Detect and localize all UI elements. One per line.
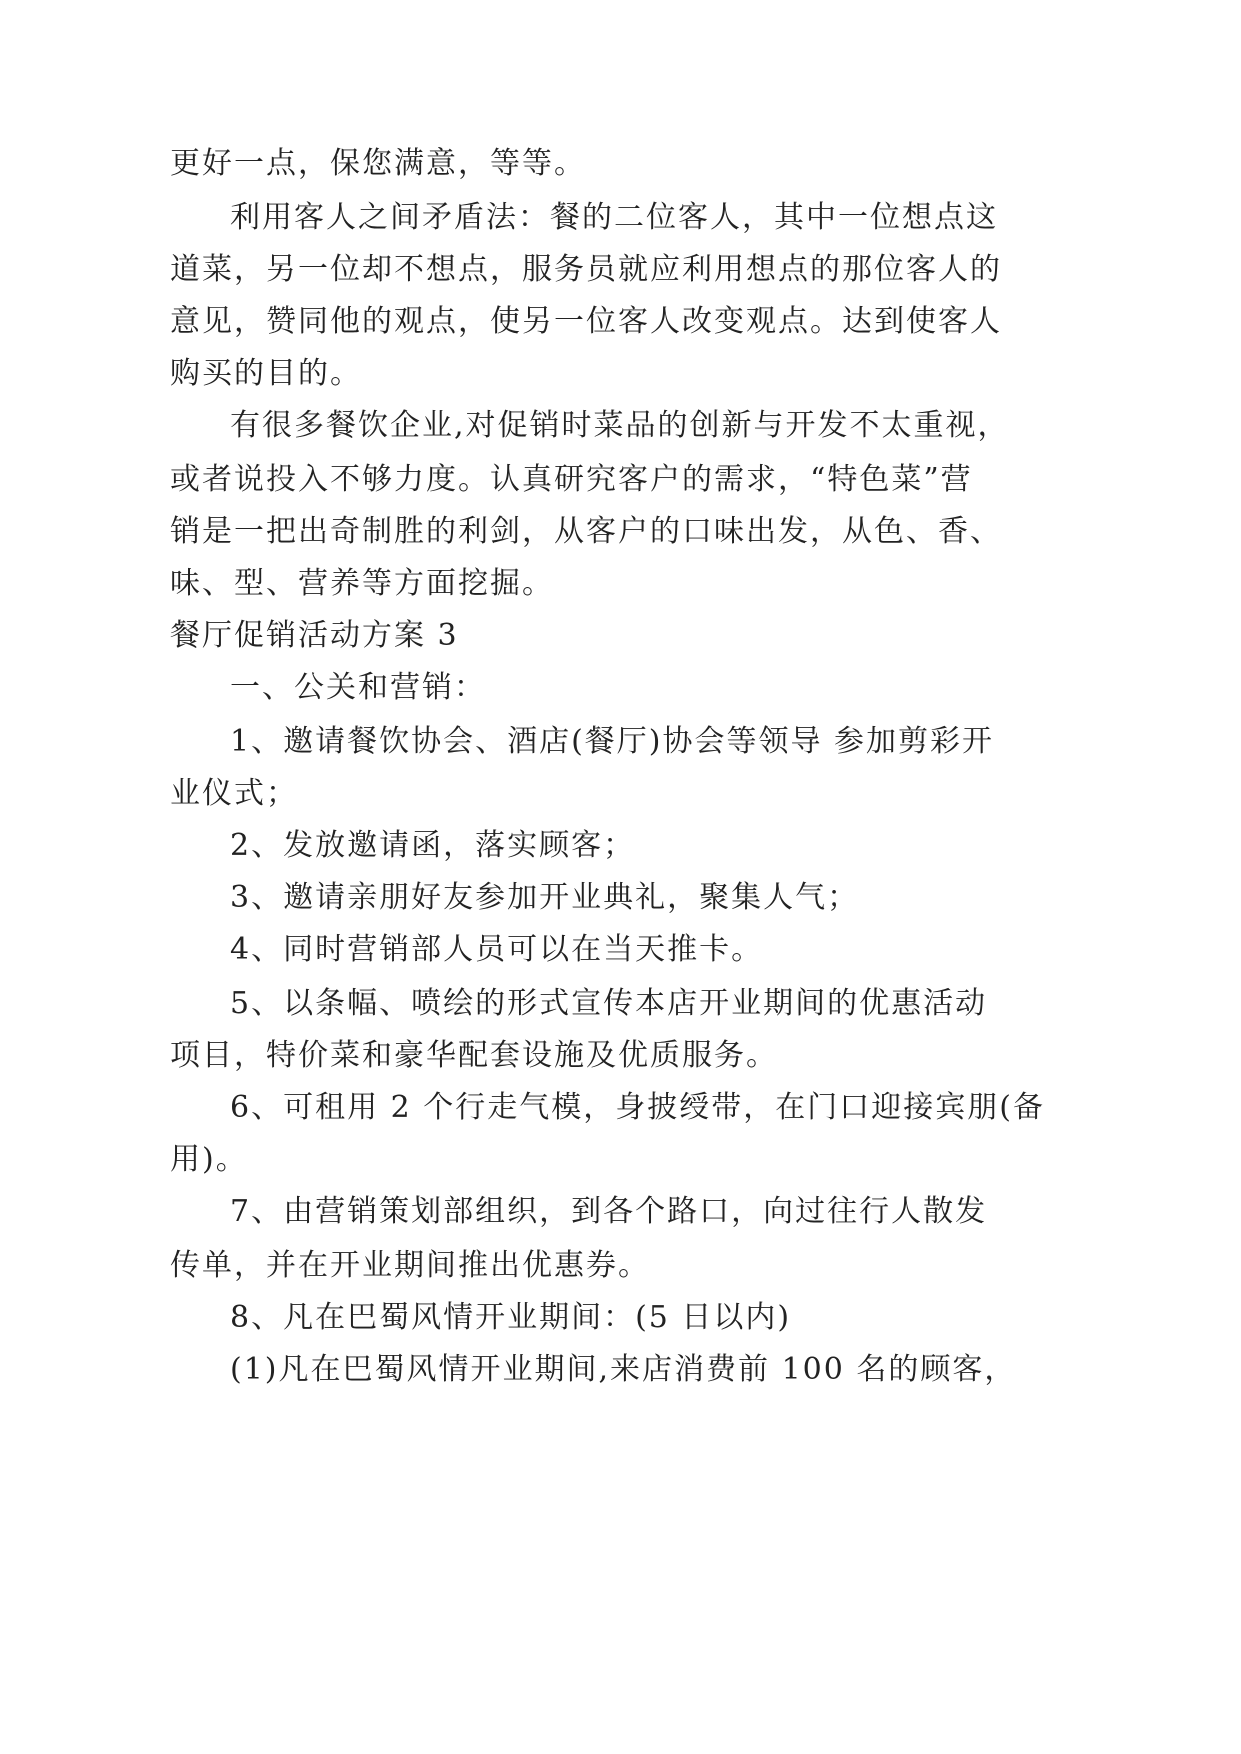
text-line: 购买的目的。 (170, 356, 362, 391)
text-line: 味、型、营养等方面挖掘。 (170, 566, 554, 601)
text-line: 项目，特价菜和豪华配套设施及优质服务。 (170, 1038, 778, 1073)
text-line: 1、邀请餐饮协会、酒店(餐厅)协会等领导 参加剪彩开 (230, 724, 995, 759)
text-line: 利用客人之间矛盾法：餐的二位客人，其中一位想点这 (230, 200, 998, 235)
text-line: 一、公关和营销： (230, 670, 486, 705)
text-line: 更好一点，保您满意，等等。 (170, 146, 586, 181)
text-line: 道菜，另一位却不想点，服务员就应利用想点的那位客人的 (170, 252, 1002, 287)
text-line: 意见，赞同他的观点，使另一位客人改变观点。达到使客人 (170, 304, 1002, 339)
text-line: 传单，并在开业期间推出优惠券。 (170, 1248, 650, 1283)
text-line: (1)凡在巴蜀风情开业期间,来店消费前 100 名的顾客， (230, 1352, 1017, 1387)
text-line: 6、可租用 2 个行走气模，身披绶带，在门口迎接宾朋(备 (230, 1090, 1045, 1125)
section-heading: 餐厅促销活动方案 3 (170, 618, 459, 653)
text-line: 3、邀请亲朋好友参加开业典礼，聚集人气； (230, 880, 860, 915)
text-line: 2、发放邀请函，落实顾客； (230, 828, 636, 863)
text-line: 用)。 (170, 1142, 248, 1177)
text-line: 业仪式； (170, 776, 298, 811)
text-line: 5、以条幅、喷绘的形式宣传本店开业期间的优惠活动 (230, 986, 988, 1021)
text-line: 8、凡在巴蜀风情开业期间：(5 日以内) (230, 1300, 792, 1335)
text-line: 4、同时营销部人员可以在当天推卡。 (230, 932, 764, 967)
text-line: 销是一把出奇制胜的利剑，从客户的口味出发，从色、香、 (170, 514, 1002, 549)
text-line: 或者说投入不够力度。认真研究客户的需求，“特色菜”营 (170, 462, 973, 497)
text-line: 有很多餐饮企业,对促销时菜品的创新与开发不太重视， (230, 408, 1010, 443)
text-line: 7、由营销策划部组织，到各个路口，向过往行人散发 (230, 1194, 988, 1229)
